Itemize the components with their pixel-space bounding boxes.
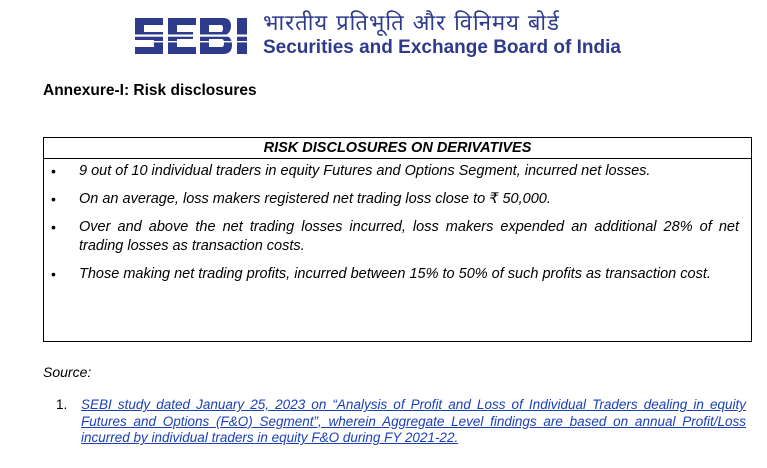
risk-disclosure-box bbox=[43, 137, 752, 342]
risk-item bbox=[44, 190, 739, 209]
sebi-logo bbox=[133, 10, 253, 62]
bullet-icon: • bbox=[51, 219, 56, 235]
risk-item bbox=[44, 265, 739, 284]
bullet-icon: • bbox=[51, 191, 56, 207]
risk-list bbox=[44, 159, 751, 284]
source-study-link[interactable]: SEBI study dated January 25, 2023 on “Analysis of Profit and Loss of Individual Traders dealing in equity Futures and Options (F&O) Segment”, wherein Aggregate Level findings are based on annual Profit/Loss incurred by individual traders in equity F&O during FY 2021-22. bbox=[81, 397, 746, 445]
source-label: Source: bbox=[43, 364, 92, 380]
risk-item bbox=[44, 162, 739, 181]
bullet-icon: • bbox=[51, 266, 56, 282]
risk-item-text: On an average, loss makers registered net trading loss close to ₹ 50,000. bbox=[79, 191, 551, 207]
risk-box-title: RISK DISCLOSURES ON DERIVATIVES bbox=[44, 138, 751, 159]
page-header bbox=[133, 8, 621, 64]
header-text bbox=[263, 12, 621, 60]
source-list bbox=[56, 397, 746, 447]
bullet-icon: • bbox=[51, 163, 56, 179]
source-item bbox=[56, 397, 746, 447]
risk-item bbox=[44, 218, 739, 256]
risk-item-text: 9 out of 10 individual traders in equity Futures and Options Segment, incurred net losses. bbox=[79, 163, 651, 179]
org-name-english: Securities and Exchange Board of India bbox=[263, 37, 621, 58]
annexure-title: Annexure-I: Risk disclosures bbox=[43, 82, 257, 99]
risk-item-text: Over and above the net trading losses incurred, loss makers expended an additional 28% of net trading losses as transaction costs. bbox=[79, 219, 739, 254]
source-item-number: 1. bbox=[56, 397, 68, 412]
org-name-hindi: भारतीय प्रतिभूति और विनिमय बोर्ड bbox=[263, 11, 560, 36]
risk-item-text: Those making net trading profits, incurred between 15% to 50% of such profits as transaction cost. bbox=[79, 266, 711, 282]
